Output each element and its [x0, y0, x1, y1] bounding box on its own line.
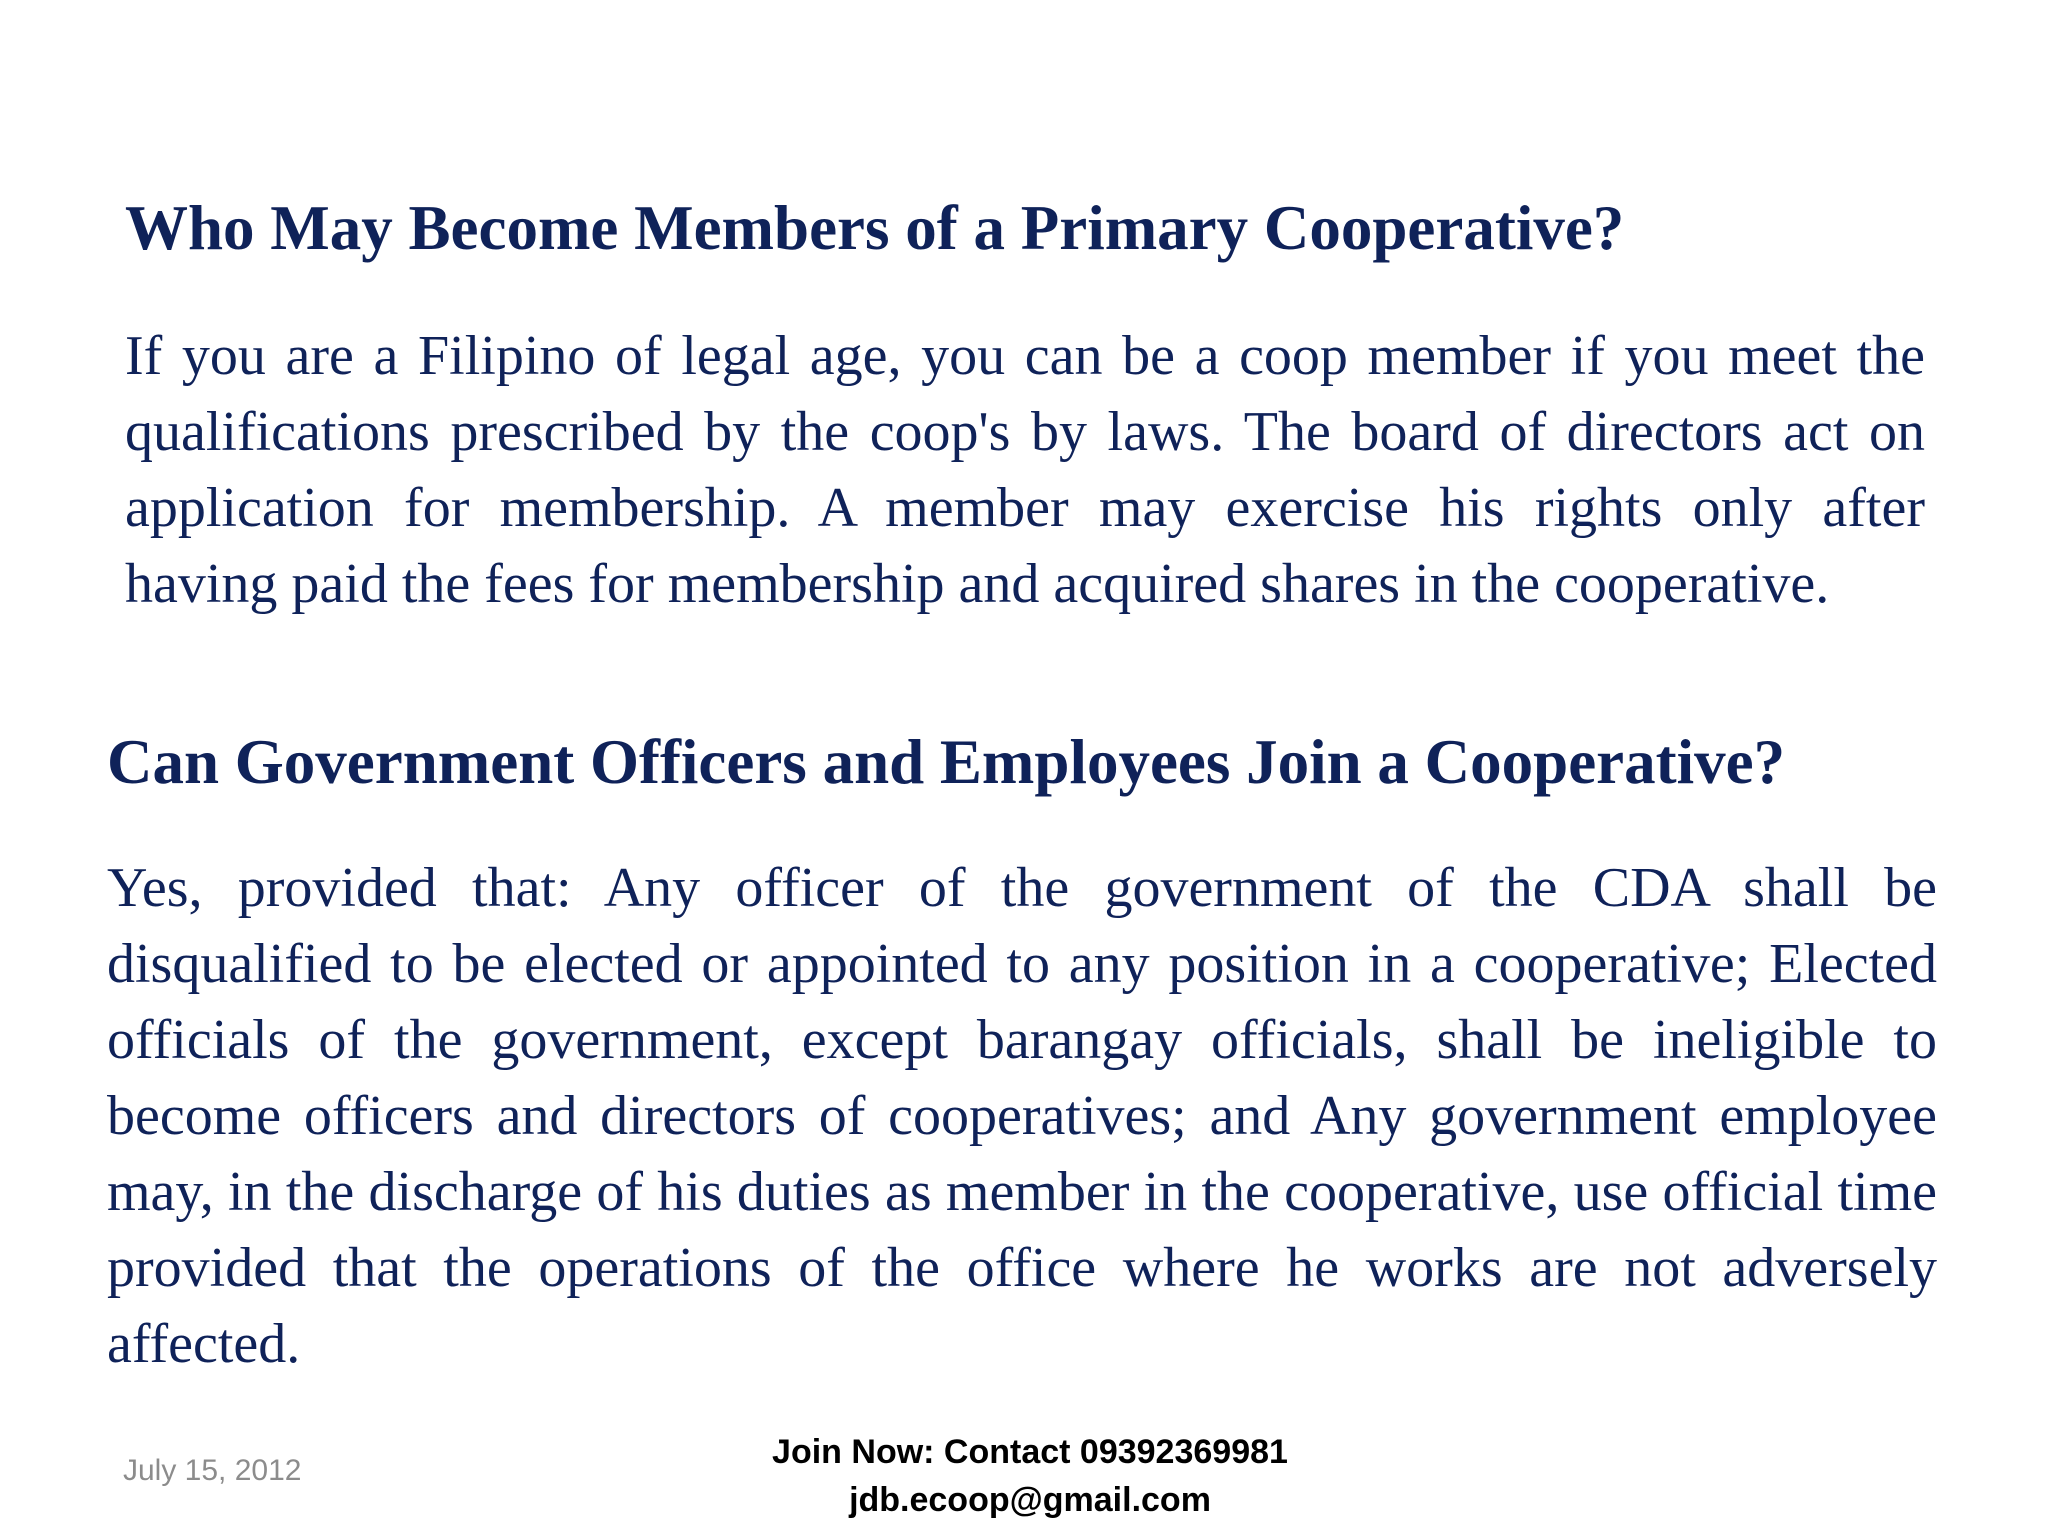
section-heading-members: Who May Become Members of a Primary Cooperative? — [125, 193, 1625, 263]
section-heading-government: Can Government Officers and Employees Join a Cooperative? — [107, 727, 1786, 797]
section-body-members: If you are a Filipino of legal age, you can be a coop member if you meet the qualifications prescribed by the coop's by laws. The board of directors act on application for membership. A member may exercise his rights only after having paid the fees for membership and acquired shares in the cooperative. — [125, 325, 1925, 615]
section-body-government: Yes, provided that: Any officer of the government of the CDA shall be disqualified to be elected or appointed to any position in a cooperative; Elected officials of the government, except barangay officials, shall be ineligible to become officers and directors of cooperatives; and Any government employee may, in the discharge of his duties as member in the cooperative, use official time provided that the operations of the office where he works are not adversely affected. — [107, 857, 1937, 1375]
footer-contact — [620, 1428, 1440, 1524]
footer-contact-email: jdb.ecoop@gmail.com — [849, 1481, 1211, 1519]
footer-contact-phone: Join Now: Contact 09392369981 — [772, 1433, 1288, 1471]
footer-date: July 15, 2012 — [123, 1454, 302, 1487]
